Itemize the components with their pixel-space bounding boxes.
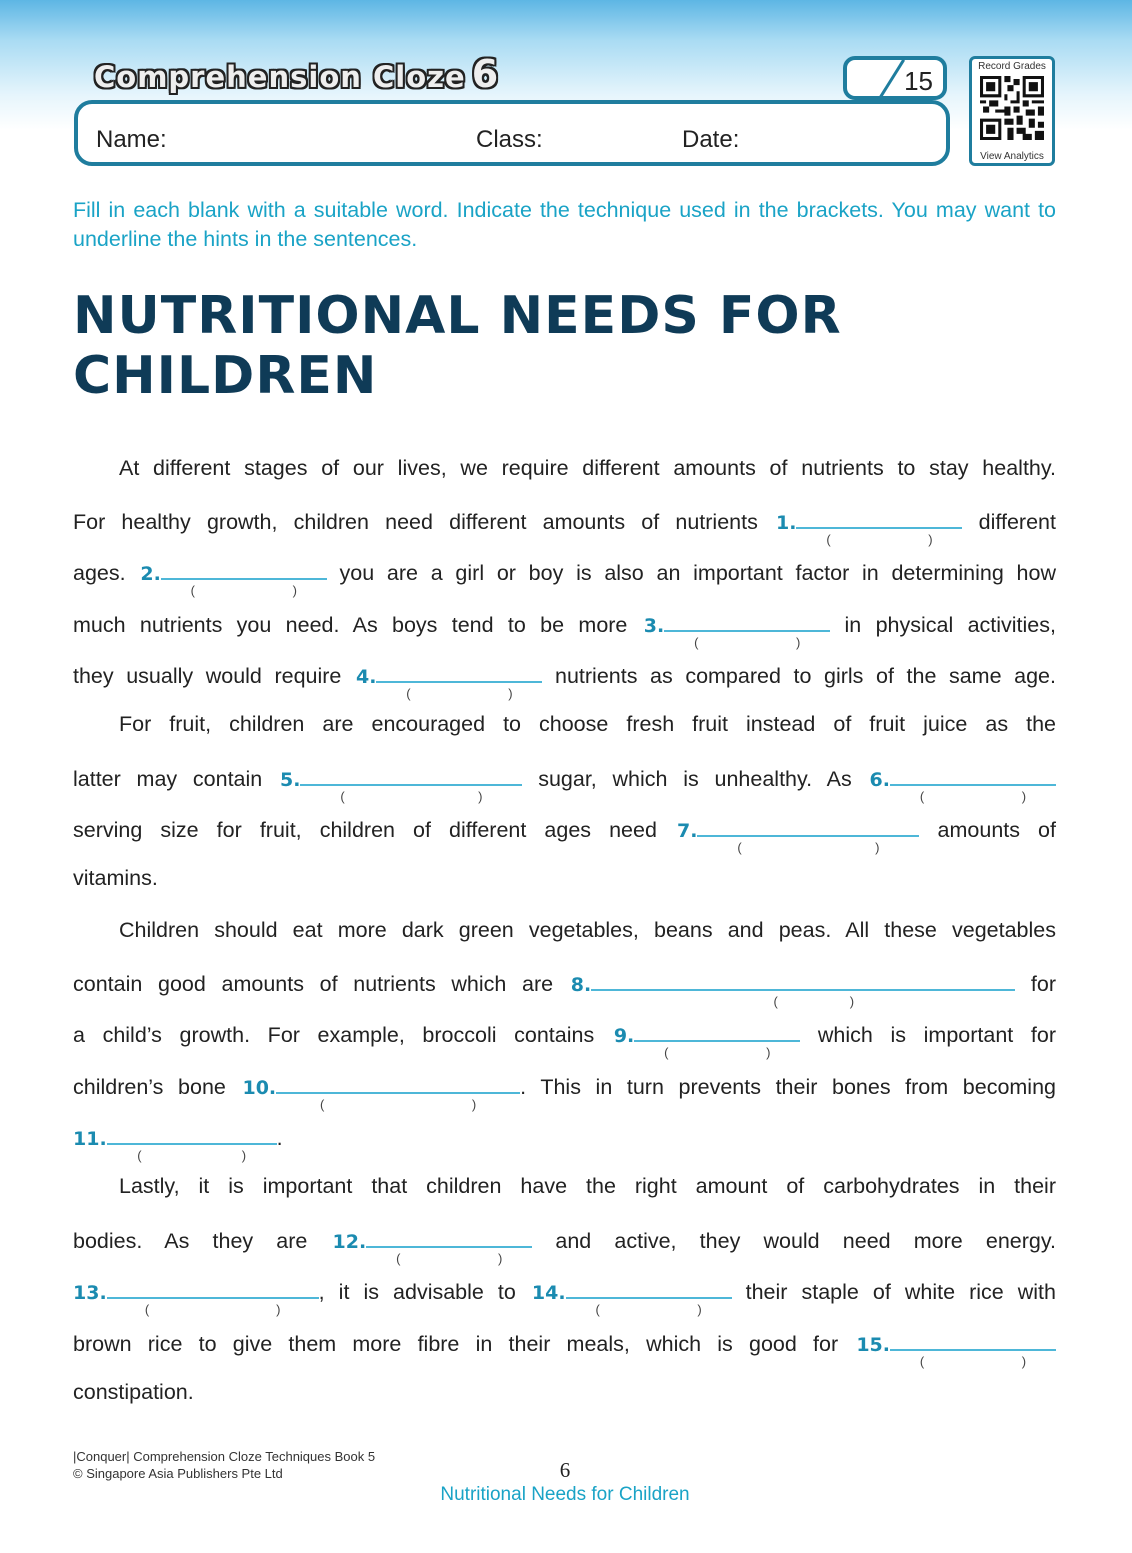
passage-text: sugar, which is unhealthy. As <box>538 767 852 791</box>
answer-blank-12[interactable] <box>366 1222 532 1266</box>
passage-text: and active, they would need more energy. <box>555 1229 1056 1253</box>
blank-number: 7. <box>677 820 698 842</box>
technique-bracket-open: ( <box>919 1354 925 1369</box>
answer-blank-7[interactable] <box>697 811 919 855</box>
passage-text: , it is advisable to <box>318 1280 516 1304</box>
technique-bracket-close: ) <box>508 686 513 701</box>
passage-line <box>73 811 1056 855</box>
answer-blank-11[interactable] <box>107 1119 277 1163</box>
blank-number: 2. <box>140 563 161 585</box>
answer-blank-10[interactable] <box>276 1068 520 1112</box>
student-info-bar <box>74 100 950 166</box>
passage-text: nutrients as compared to girls of the same age. <box>555 664 1056 688</box>
instructions: Fill in each blank with a suitable word. Indicate the technique used in the brackets. You may want to underline the hints in the sentences. <box>73 198 1056 251</box>
passage-line <box>73 1376 1056 1408</box>
passage-line <box>73 1325 1056 1369</box>
passage-text: bodies. As they are <box>73 1229 308 1253</box>
passage-text: children’s bone <box>73 1075 226 1099</box>
passage-line <box>73 1273 1056 1317</box>
blank-number: 10. <box>242 1077 277 1099</box>
name-label: Name: <box>96 126 167 153</box>
passage-text: contain good amounts of nutrients which are <box>73 972 554 996</box>
passage-line <box>73 708 1056 740</box>
footer-copyright: © Singapore Asia Publishers Pte Ltd <box>73 1466 283 1481</box>
technique-bracket-close: ) <box>875 840 880 855</box>
passage-text: Lastly, it is important that children have the right amount of carbohydrates in their <box>119 1174 1056 1198</box>
passage-line <box>73 1222 1056 1266</box>
passage-line <box>73 914 1056 946</box>
passage-text: different <box>978 510 1056 534</box>
passage-line <box>73 503 1056 547</box>
passage-text: much nutrients you need. As boys tend to be more <box>73 613 628 637</box>
technique-bracket-close: ) <box>498 1251 503 1266</box>
technique-bracket-open: ( <box>737 840 742 855</box>
answer-blank-2[interactable] <box>161 554 327 598</box>
technique-bracket-open: ( <box>664 1045 669 1060</box>
passage-text: . This in turn prevents their bones from becoming <box>520 1075 1056 1099</box>
technique-bracket-open: ( <box>396 1251 401 1266</box>
answer-blank-9[interactable] <box>634 1016 800 1060</box>
technique-bracket-close: ) <box>697 1302 702 1317</box>
technique-bracket-open: ( <box>137 1148 142 1163</box>
answer-blank-8[interactable] <box>591 965 1015 1009</box>
passage-line <box>73 606 1056 650</box>
blank-number: 3. <box>643 615 665 637</box>
technique-bracket-open: ( <box>694 635 699 650</box>
answer-blank-15[interactable] <box>890 1325 1056 1369</box>
passage-text: serving size for fruit, children of different ages need <box>73 818 657 842</box>
blank-number: 1. <box>776 512 797 534</box>
answer-blank-1[interactable] <box>796 503 962 547</box>
passage-line <box>73 760 1056 804</box>
technique-bracket-open: ( <box>340 789 345 804</box>
passage-text: they usually would require <box>73 664 342 688</box>
technique-bracket-open: ( <box>595 1302 600 1317</box>
technique-bracket-open: ( <box>190 583 196 598</box>
technique-bracket-close: ) <box>292 583 297 598</box>
passage-text: brown rice to give them more fibre in their meals, which is good for <box>73 1332 839 1356</box>
passage-text: ages. <box>73 561 126 585</box>
passage-text: amounts of <box>937 818 1056 842</box>
footer-section-title: Nutritional Needs for Children <box>440 1484 690 1505</box>
passage-line <box>73 554 1056 598</box>
passage-text: for <box>1030 972 1056 996</box>
passage-text: For healthy growth, children need different amounts of nutrients <box>73 510 758 534</box>
passage-text: . <box>276 1126 283 1150</box>
passage-line <box>73 862 1056 894</box>
passage-line <box>73 1170 1056 1202</box>
passage-text: in physical activities, <box>844 613 1056 637</box>
passage-line <box>73 1068 1056 1112</box>
passage-text: you are a girl or boy is also an important factor in determining how <box>339 561 1056 585</box>
passage-text: constipation. <box>73 1380 194 1404</box>
technique-bracket-close: ) <box>928 532 933 547</box>
blank-number: 11. <box>73 1128 107 1150</box>
blank-number: 5. <box>280 769 301 791</box>
blank-number: 4. <box>355 666 377 688</box>
technique-bracket-open: ( <box>919 789 925 804</box>
passage-text: vitamins. <box>73 866 158 890</box>
technique-bracket-close: ) <box>1021 789 1027 804</box>
technique-bracket-open: ( <box>320 1097 325 1112</box>
footer-book-title: |Conquer| Comprehension Cloze Techniques Book 5 <box>73 1449 376 1464</box>
worksheet-number: 6 <box>471 52 500 96</box>
passage-text: latter may contain <box>73 767 263 791</box>
page-title-line-1: NUTRITIONAL NEEDS FOR <box>73 286 842 346</box>
passage-text: At different stages of our lives, we require different amounts of nutrients to stay healthy. <box>119 456 1056 480</box>
score-total: 15 <box>904 66 933 96</box>
technique-bracket-open: ( <box>144 1302 150 1317</box>
passage-line <box>73 1119 1056 1163</box>
technique-bracket-close: ) <box>276 1302 281 1317</box>
answer-blank-13[interactable] <box>107 1273 319 1317</box>
technique-bracket-close: ) <box>795 635 801 650</box>
date-label: Date: <box>682 126 740 153</box>
passage-line <box>73 965 1056 1009</box>
qr-bottom-caption: View Analytics <box>980 151 1044 162</box>
passage-text: Children should eat more dark green vegetables, beans and peas. All these vegetables <box>119 918 1056 942</box>
passage-line <box>73 452 1056 484</box>
worksheet-title <box>94 52 499 96</box>
score-box[interactable] <box>843 56 947 100</box>
footer-credits <box>73 1448 375 1482</box>
answer-blank-3[interactable] <box>664 606 830 650</box>
technique-bracket-close: ) <box>471 1097 477 1112</box>
answer-blank-14[interactable] <box>566 1273 732 1317</box>
passage-text: a child’s growth. For example, broccoli contains <box>73 1023 595 1047</box>
score-slash <box>876 59 905 103</box>
blank-number: 14. <box>531 1282 566 1304</box>
worksheet-title-text: Comprehension Cloze <box>94 60 466 94</box>
technique-bracket-close: ) <box>1021 1354 1027 1369</box>
blank-number: 9. <box>613 1025 635 1047</box>
page-title-line-2: CHILDREN <box>73 346 378 406</box>
blank-number: 15. <box>856 1334 890 1356</box>
technique-bracket-open: ( <box>826 532 831 547</box>
technique-bracket-close: ) <box>241 1148 247 1163</box>
passage-text: For fruit, children are encouraged to choose fresh fruit instead of fruit juice as the <box>119 712 1056 736</box>
qr-code-panel[interactable] <box>969 56 1055 166</box>
page-number: 6 <box>559 1458 571 1482</box>
passage-line <box>73 657 1056 701</box>
answer-blank-5[interactable] <box>300 760 522 804</box>
qr-top-caption: Record Grades <box>978 61 1046 72</box>
technique-bracket-open: ( <box>773 994 778 1009</box>
blank-number: 12. <box>332 1231 367 1253</box>
passage-text: which is important for <box>817 1023 1056 1047</box>
page-title <box>73 286 842 406</box>
class-label: Class: <box>476 126 543 153</box>
technique-bracket-close: ) <box>849 994 855 1009</box>
blank-number: 8. <box>570 974 592 996</box>
technique-bracket-open: ( <box>406 686 411 701</box>
passage-line <box>73 1016 1056 1060</box>
blank-number: 13. <box>73 1282 107 1304</box>
blank-number: 6. <box>869 769 890 791</box>
technique-bracket-close: ) <box>478 789 483 804</box>
answer-blank-4[interactable] <box>376 657 542 701</box>
qr-code-icon <box>980 76 1044 140</box>
answer-blank-6[interactable] <box>890 760 1056 804</box>
technique-bracket-close: ) <box>766 1045 771 1060</box>
passage-text: their staple of white rice with <box>745 1280 1056 1304</box>
